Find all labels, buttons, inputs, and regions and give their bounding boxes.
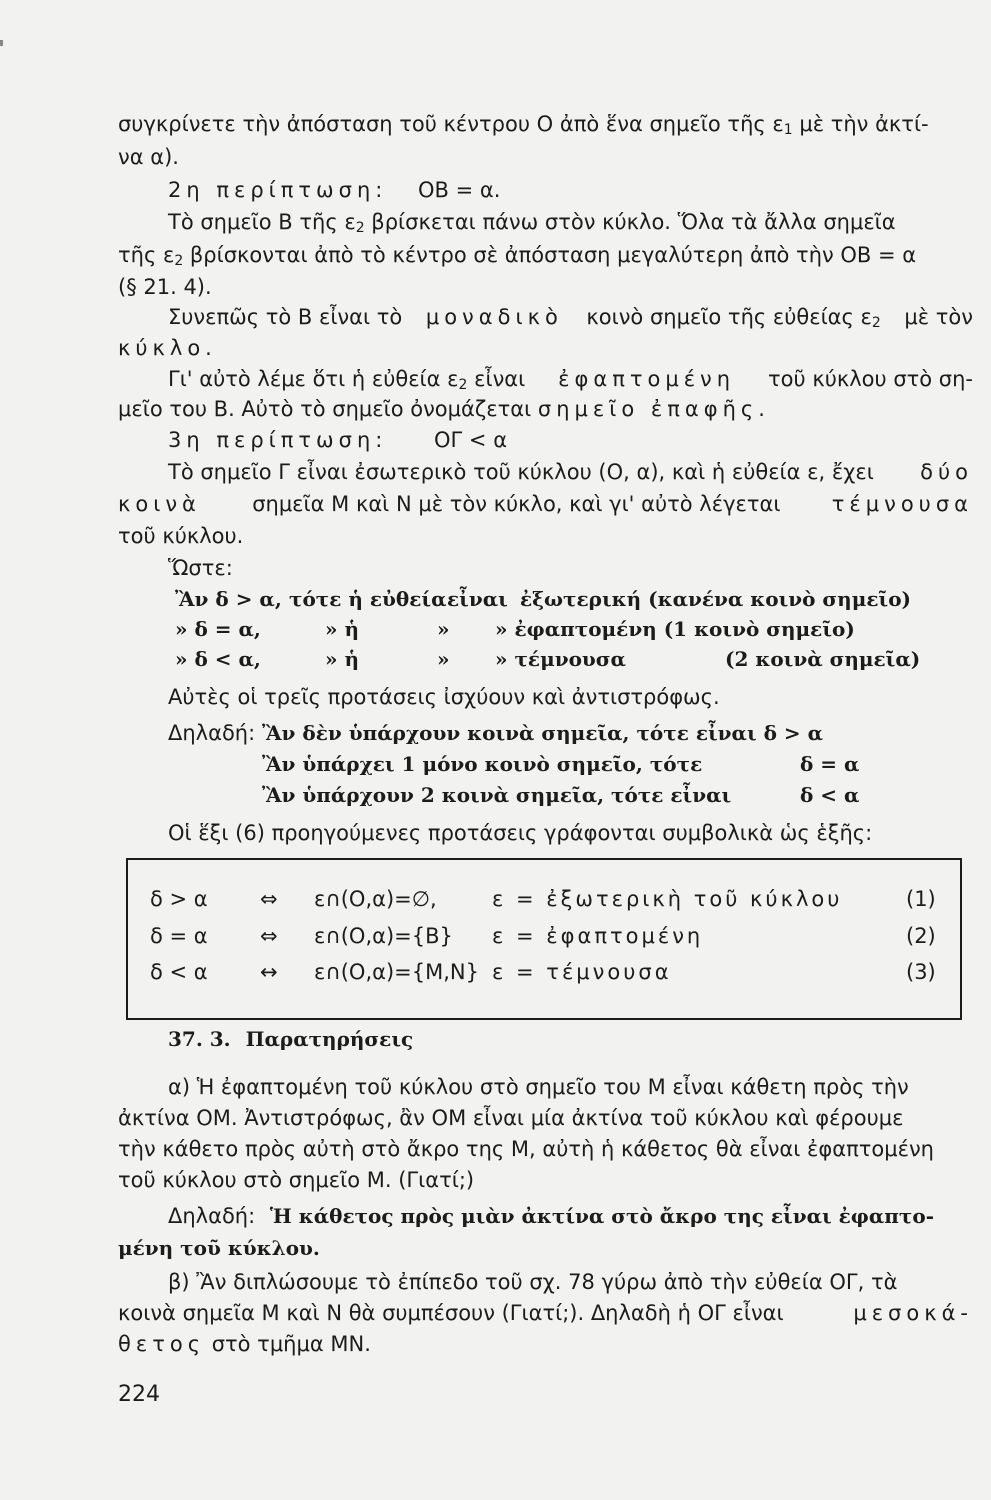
text-line: Γι' αὐτὸ λέμε ὅτι ἡ εὐθεία $\varepsilon_2$ εἶναι ἐφαπτομένη τοῦ κύκλου στὸ ση- [168, 364, 973, 394]
section-number: 37. 3. [168, 1027, 231, 1051]
case-formula: ΟΓ < α [434, 428, 508, 452]
symbolic-box [126, 858, 962, 1020]
book-page: συγκρίνετε τὴν ἀπόσταση τοῦ κέντρου Ο ἀπὸ ἕνα σημεῖο τῆς $\varepsilon_1$ μὲ τὴν ἀκτί- να α). 2η περίπτωση: ΟΒ = α. Τὸ σημεῖο Β τῆς $\varepsilon_2$ βρίσκεται πάνω στὸν κύκλο. Ὅλα τὰ ἄλλα σημεῖα τῆς $\varepsilon_2$ βρίσκονται ἀπὸ τὸ κέντρο σὲ ἀπόσταση μεγαλύτερη ἀπὸ τὴν ΟΒ = α (§ 21. 4). Συνεπῶς τὸ Β εἶναι τὸ μοναδικὸ κοινὸ σημεῖο τῆς εὐθείας $\varepsilon_2$ μὲ τὸν κύκλο. Γι' αὐτὸ λέμε ὅτι ἡ εὐθεία $\varepsilon_2$ εἶναι ἐφαπτομένη τοῦ κύκλου στὸ ση- μεῖο του Β. Αὐτὸ τὸ σημεῖο ὀνομάζεται σημεῖο ἐπαφῆς. 3η περίπτωση: ΟΓ < α Τὸ σημεῖο Γ εἶναι ἐσωτερικὸ τοῦ κύκλου (Ο, α), καὶ ἡ εὐθεία ε, ἔχει δύο κοινὰ σημεῖα Μ καὶ Ν μὲ τὸν κύκλο, καὶ γι' αὐτὸ λέγεται τέμνουσα τοῦ κύκλου. Ὥστε: Ἂν δ > α, τότε ἡ εὐθεία εἶναι ἐξωτερική (κανένα κοινὸ σημεῖο) » δ = α, » ἡ » » ἐφαπτομένη (1 κοινὸ σημεῖο) » δ < α, » ἡ » » τέμνουσα (2 κοινὰ σημεῖα) Αὐτὲς οἱ τρεῖς προτάσεις ἰσχύουν καὶ ἀντιστρόφως. Δηλαδή: Ἂν δὲν ὑπάρχουν κοινὰ σημεῖα, τότε εἶναι δ > α Ἂν ὑπάρχει 1 μόνο κοινὸ σημεῖο, τότε δ = α Ἂν ὑπάρχουν 2 κοινὰ σημεῖα, τότε εἶναι δ < α Οἱ ἕξι (6) προηγούμενες προτάσεις γράφονται συμβολικὰ ὡς ἑξῆς: δ > α ⇔ ε∩(Ο,α)=∅, ε = ἐξωτερικὴ τοῦ κύκλου (1) δ = α ⇔ ε∩(Ο,α)={Β} ε = ἐφαπτομένη (2) δ < α ↔ ε∩(Ο,α)={Μ,Ν} ε = τέμνουσα (3) 37. 3. Παρατηρήσεις α) Ἡ ἐφαπτομένη τοῦ κύκλου στὸ σημεῖο του Μ εἶναι κάθετη πρὸς τὴν ἀκτίνα ΟΜ. Ἀντιστρόφως, ἂν ΟΜ εἶναι μία ἀκτίνα τοῦ κύκλου καὶ φέρουμε τὴν κάθετο πρὸς αὐτὴ στὸ ἄκρο της Μ, αὐτὴ ἡ κάθετος θὰ εἶναι ἐφαπτομένη τοῦ κύκλου στὸ σημεῖο Μ. (Γιατί;) Δηλαδή: Ἡ κάθετος πρὸς μιὰν ἀκτίνα στὸ ἄκρο της εἶναι ἐφαπτο- μένη τοῦ κύκλου. β) Ἂν διπλώσουμε τὸ ἐπίπεδο τοῦ σχ. 78 γύρω ἀπὸ τὴν εὐθεία ΟΓ, τὰ κοινὰ σημεῖα Μ καὶ Ν θὰ συμπέσουν (Γιατί;). Δηλαδὴ ἡ ΟΓ εἶναι μεσοκά- θετος στὸ τμῆμα ΜΝ. 224 [0, 0, 991, 1500]
box-row-2: δ = α ⇔ ε∩(Ο,α)={Β} ε = ἐφαπτομένη (2) [150, 924, 936, 948]
text-line: κοινὰ σημεῖα Μ καὶ Ν μὲ τὸν κύκλο, καὶ γι' αὐτὸ λέγεται τέμνουσα [118, 489, 973, 519]
hoste-label: Ὥστε: [168, 556, 233, 580]
text-line: α) Ἡ ἐφαπτομένη τοῦ κύκλου στὸ σημεῖο του Μ εἶναι κάθετη πρὸς τὴν [168, 1075, 909, 1099]
case-2-line [168, 175, 973, 205]
case-label: 3η περίπτωση: [168, 428, 388, 452]
text-line: Τὸ σημεῖο Γ εἶναι ἐσωτερικὸ τοῦ κύκλου (Ο, α), καὶ ἡ εὐθεία ε, ἔχει δύο [168, 457, 973, 487]
case-formula: ΟΒ = α. [418, 178, 501, 202]
spaced-term: κοινὰ [118, 492, 201, 516]
text-line: συγκρίνετε τὴν ἀπόσταση τοῦ κέντρου Ο ἀπὸ ἕνα σημεῖο τῆς $\varepsilon_1$ μὲ τὴν ἀκτί- [118, 112, 929, 138]
text-line: Συνεπῶς τὸ Β εἶναι τὸ μοναδικὸ κοινὸ σημεῖο τῆς εὐθείας $\varepsilon_2$ μὲ τὸν [168, 302, 973, 332]
section-heading [168, 1024, 413, 1054]
spaced-term: κύκλο. [118, 336, 217, 360]
spaced-term: σημεῖο ἐπαφῆς. [537, 397, 770, 421]
bold-statement: μένη τοῦ κύκλου. [118, 1236, 320, 1260]
spaced-term: δύο [920, 460, 973, 484]
box-row-1: δ > α ⇔ ε∩(Ο,α)=∅, ε = ἐξωτερικὴ τοῦ κύκλου (1) [150, 887, 936, 911]
bold-statement: Ἡ κάθετος πρὸς μιὰν ἀκτίνα στὸ ἄκρο της εἶναι ἐφαπτο- [269, 1204, 935, 1228]
spaced-term: μεσοκά- [853, 1301, 973, 1325]
case-3-line [168, 425, 973, 455]
text-line: κοινὰ σημεῖα Μ καὶ Ν θὰ συμπέσουν (Γιατί;). Δηλαδὴ ἡ ΟΓ εἶναι μεσοκά- [118, 1298, 973, 1328]
spaced-term: θετος [118, 1332, 206, 1356]
text-line: τὴν κάθετο πρὸς αὐτὴ στὸ ἄκρο της Μ, αὐτὴ ἡ κάθετος θὰ εἶναι ἐφαπτομένη [118, 1137, 934, 1161]
spaced-term: ἐφαπτομένη [558, 367, 736, 391]
text-line: θετος στὸ τμῆμα ΜΝ. [118, 1332, 371, 1356]
text-line: τοῦ κύκλου. [118, 524, 244, 548]
text-line: τῆς $\varepsilon_2$ βρίσκονται ἀπὸ τὸ κέντρο σὲ ἀπόσταση μεγαλύτερη ἀπὸ τὴν ΟΒ = α [118, 243, 917, 269]
text-line [168, 1201, 973, 1231]
spaced-term: τέμνουσα [831, 492, 973, 516]
scan-edge-mark [0, 40, 3, 46]
deladi-label: Δηλαδή: [168, 721, 256, 745]
text-line: (§ 21. 4). [118, 275, 212, 299]
text-line: Οἱ ἕξι (6) προηγούμενες προτάσεις γράφονται συμβολικὰ ὡς ἑξῆς: [168, 821, 873, 845]
text-line: να α). [118, 145, 179, 169]
deladi-label: Δηλαδή: [168, 1204, 256, 1228]
case-label: 2η περίπτωση: [168, 178, 388, 202]
box-row-3: δ < α ↔ ε∩(Ο,α)={Μ,Ν} ε = τέμνουσα (3) [150, 960, 936, 984]
text-line: μεῖο του Β. Αὐτὸ τὸ σημεῖο ὀνομάζεται σημεῖο ἐπαφῆς. [118, 397, 770, 421]
text-line: Τὸ σημεῖο Β τῆς $\varepsilon_2$ βρίσκεται πάνω στὸν κύκλο. Ὅλα τὰ ἄλλα σημεῖα [168, 210, 896, 236]
section-title: Παρατηρήσεις [245, 1027, 414, 1051]
text-line: ἀκτίνα ΟΜ. Ἀντιστρόφως, ἂν ΟΜ εἶναι μία ἀκτίνα τοῦ κύκλου καὶ φέρουμε [118, 1106, 904, 1130]
text-line: Αὐτὲς οἱ τρεῖς προτάσεις ἰσχύουν καὶ ἀντιστρόφως. [168, 685, 720, 709]
text-line: β) Ἂν διπλώσουμε τὸ ἐπίπεδο τοῦ σχ. 78 γύρω ἀπὸ τὴν εὐθεία ΟΓ, τὰ [168, 1270, 898, 1294]
text-line: τοῦ κύκλου στὸ σημεῖο Μ. (Γιατί;) [118, 1168, 475, 1192]
page-number: 224 [118, 1382, 160, 1407]
spaced-term: μοναδικὸ [425, 305, 563, 329]
